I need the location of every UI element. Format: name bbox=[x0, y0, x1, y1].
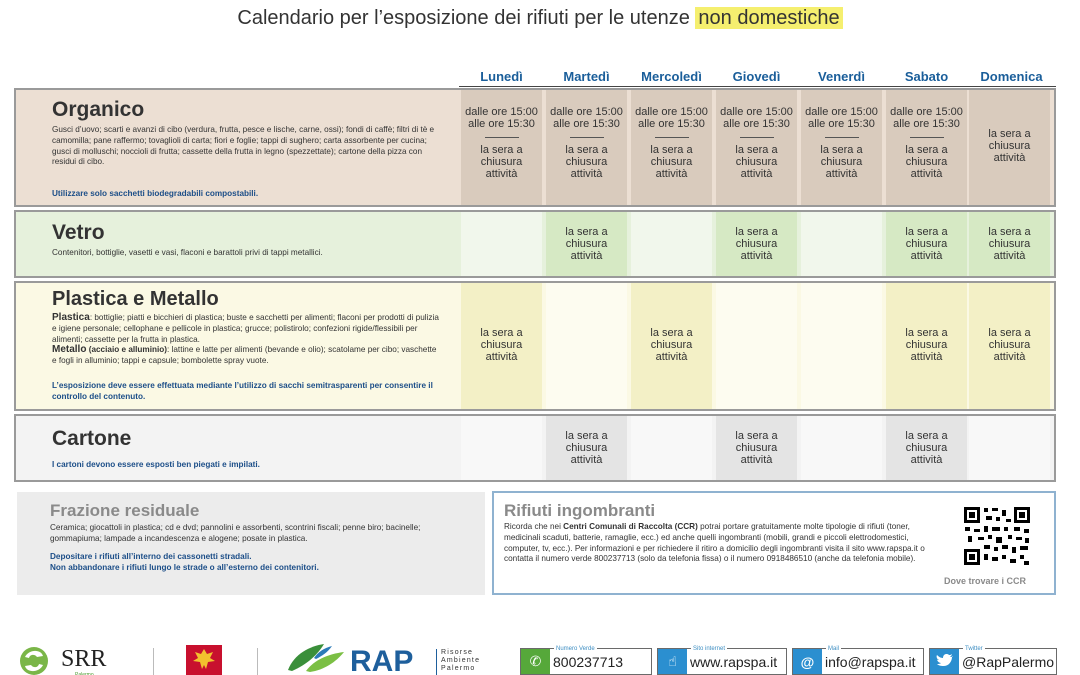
schedule-cell-venerdi bbox=[801, 212, 882, 276]
schedule-cell-domenica bbox=[969, 283, 1050, 409]
bulky-description bbox=[504, 522, 936, 565]
schedule-text: chiusura bbox=[905, 442, 948, 454]
rap-tag-1: Risorse bbox=[441, 649, 474, 656]
schedule-cell-domenica bbox=[969, 212, 1050, 276]
schedule-text: la sera a bbox=[650, 327, 693, 339]
twitter-label: Twitter bbox=[965, 646, 983, 652]
schedule-cell-venerdi bbox=[801, 416, 882, 480]
pointer-hand-icon: ☝ bbox=[658, 649, 687, 674]
schedule-text: la sera a bbox=[988, 128, 1031, 140]
day-header-sabato: Sabato bbox=[904, 69, 949, 84]
schedule-text: dalle ore 15:00 bbox=[805, 106, 878, 118]
website-url: www.rapspa.it bbox=[690, 653, 778, 670]
srr-logo[interactable] bbox=[17, 644, 127, 675]
schedule-text: attività bbox=[993, 152, 1026, 164]
schedule-cell-domenica bbox=[969, 416, 1050, 480]
rap-logo-tagline bbox=[441, 649, 480, 673]
twitter-contact[interactable] bbox=[929, 648, 1057, 675]
schedule-cell-giovedi bbox=[716, 416, 797, 480]
qr-code-icon[interactable] bbox=[962, 505, 1032, 567]
schedule-text: chiusura bbox=[905, 238, 948, 250]
schedule-text: attività bbox=[993, 351, 1026, 363]
schedule-text: chiusura bbox=[735, 442, 778, 454]
schedule-cell-giovedi bbox=[716, 90, 797, 205]
schedule-text: attività bbox=[740, 454, 773, 466]
schedule-cell-mercoledi bbox=[631, 212, 712, 276]
schedule-text: dalle ore 15:00 bbox=[890, 106, 963, 118]
schedule-cell-lunedi bbox=[461, 416, 542, 480]
schedule-text: attività bbox=[910, 454, 943, 466]
day-header-domenica: Domenica bbox=[980, 69, 1043, 84]
row-vetro bbox=[14, 210, 1056, 278]
bulky-text-bold: Centri Comunali di Raccolta (CCR) bbox=[563, 522, 698, 531]
schedule-cell-mercoledi bbox=[631, 416, 712, 480]
footer-divider bbox=[257, 648, 258, 675]
schedule-cell-domenica bbox=[969, 90, 1050, 205]
schedule-cell-martedi bbox=[546, 416, 627, 480]
schedule-text: attività bbox=[740, 250, 773, 262]
schedule-text: la sera a bbox=[905, 144, 948, 156]
schedule-text: dalle ore 15:00 bbox=[550, 106, 623, 118]
row-description: Contenitori, bottiglie, vasetti e vasi, flaconi e barattoli privi di tappi metallici. bbox=[52, 248, 323, 257]
plastica-label: Plastica bbox=[52, 312, 90, 323]
day-header-venerdi: Venerdì bbox=[818, 69, 865, 84]
leaf-icon bbox=[284, 640, 348, 675]
schedule-text: attività bbox=[655, 351, 688, 363]
row-title: Vetro bbox=[52, 221, 105, 244]
phone-label: Numero Verde bbox=[556, 646, 595, 652]
schedule-text: attività bbox=[655, 168, 688, 180]
schedule-text: attività bbox=[485, 351, 518, 363]
schedule-separator bbox=[485, 137, 519, 138]
schedule-text: attività bbox=[570, 250, 603, 262]
schedule-text: la sera a bbox=[565, 430, 608, 442]
schedule-cell-martedi bbox=[546, 283, 627, 409]
residual-note-2: Non abbandonare i rifiuti lungo le strade o all’esterno dei contenitori. bbox=[50, 562, 319, 572]
schedule-text: la sera a bbox=[650, 144, 693, 156]
rap-tag-3: Palermo bbox=[441, 665, 476, 672]
schedule-text: la sera a bbox=[480, 144, 523, 156]
schedule-cell-lunedi bbox=[461, 90, 542, 205]
schedule-text: chiusura bbox=[905, 339, 948, 351]
schedule-text: attività bbox=[825, 168, 858, 180]
phone-contact[interactable] bbox=[520, 648, 652, 675]
schedule-text: attività bbox=[910, 351, 943, 363]
twitter-bird-shape bbox=[936, 654, 954, 669]
schedule-text: chiusura bbox=[650, 156, 693, 168]
schedule-text: dalle ore 15:00 bbox=[635, 106, 708, 118]
bulky-text-a: Ricorda che nei bbox=[504, 522, 564, 531]
row-description: Gusci d’uovo; scarti e avanzi di cibo (verdura, frutta, pesce e lische, carne, ossi); fondi di caffè; filtri di tè e camomilla; pane raffermo; tovaglioli di carta; fiori e foglie; tappi di sughero; carta assorbente per cucina; gusci di molluschi; noccioli di frutta; cassette della frutta in legno (spezzettate); cartone della pizza con residui di cibo. bbox=[52, 125, 435, 167]
schedule-text: alle ore 15:30 bbox=[553, 118, 620, 130]
twitter-bird-icon bbox=[930, 649, 959, 674]
rap-logo[interactable] bbox=[284, 640, 504, 675]
bulky-title: Rifiuti ingombranti bbox=[504, 501, 656, 520]
row-note: L’esposizione deve essere effettuata mediante l’utilizzo di sacchi semitrasparenti per consentire il controllo del contenuto. bbox=[52, 381, 433, 401]
schedule-cell-mercoledi bbox=[631, 90, 712, 205]
metallo-sub: (acciaio e alluminio) bbox=[86, 345, 167, 355]
schedule-text: chiusura bbox=[650, 339, 693, 351]
header-divider bbox=[459, 86, 1056, 87]
schedule-text: la sera a bbox=[905, 226, 948, 238]
footer-divider bbox=[153, 648, 154, 675]
row-note: I cartoni devono essere esposti ben piegati e impilati. bbox=[52, 460, 260, 469]
schedule-text: la sera a bbox=[735, 430, 778, 442]
phone-icon: ✆ bbox=[521, 649, 550, 674]
schedule-text: chiusura bbox=[988, 140, 1031, 152]
residual-box bbox=[17, 492, 485, 595]
row-title: Organico bbox=[52, 98, 145, 121]
schedule-separator bbox=[740, 137, 774, 138]
subtitle bbox=[0, 7, 1080, 30]
schedule-cell-sabato bbox=[886, 90, 967, 205]
day-header-lunedi: Lunedì bbox=[480, 69, 523, 84]
schedule-cell-sabato bbox=[886, 212, 967, 276]
schedule-text: attività bbox=[910, 168, 943, 180]
schedule-text: la sera a bbox=[988, 226, 1031, 238]
schedule-text: chiusura bbox=[480, 156, 523, 168]
schedule-cell-martedi bbox=[546, 90, 627, 205]
row-title: Cartone bbox=[52, 427, 132, 450]
residual-note-1: Depositare i rifiuti all’interno dei cassonetti stradali. bbox=[50, 552, 252, 561]
row-note: Utilizzare solo sacchetti biodegradabili compostabili. bbox=[52, 189, 259, 198]
schedule-cell-lunedi bbox=[461, 283, 542, 409]
schedule-cell-venerdi bbox=[801, 90, 882, 205]
row-plastica-metallo bbox=[14, 281, 1056, 411]
qr-caption: Dove trovare i CCR bbox=[944, 576, 1027, 586]
schedule-cell-sabato bbox=[886, 416, 967, 480]
subtitle-text: Calendario per l’esposizione dei rifiuti per le utenze bbox=[237, 7, 696, 29]
footer bbox=[0, 640, 1080, 675]
at-sign-icon: @ bbox=[793, 649, 822, 674]
schedule-text: la sera a bbox=[735, 144, 778, 156]
city-crest-icon[interactable] bbox=[186, 645, 222, 675]
rap-logo-divider bbox=[436, 649, 437, 675]
schedule-text: la sera a bbox=[480, 327, 523, 339]
schedule-text: la sera a bbox=[565, 144, 608, 156]
schedule-text: attività bbox=[570, 454, 603, 466]
schedule-text: dalle ore 15:00 bbox=[720, 106, 793, 118]
mail-contact[interactable] bbox=[792, 648, 924, 675]
phone-number: 800237713 bbox=[553, 653, 624, 670]
schedule-text: alle ore 15:30 bbox=[638, 118, 705, 130]
schedule-separator bbox=[825, 137, 859, 138]
schedule-cell-venerdi bbox=[801, 283, 882, 409]
schedule-separator bbox=[910, 137, 944, 138]
schedule-text: attività bbox=[740, 168, 773, 180]
bulky-text-b: potrai portare gratuitamente molte tipologie di rifiuti (toner, medicinali scaduti, batterie, ramaglie, ecc.) ed anche quelli ingombranti (mobili, grandi e piccoli elettrodomestici, computer, tv, ecc.). Per informazioni e per richiedere il ritiro a domicilio degli ingombranti visita il sito www.rapspa.it o contatta il numero verde 800237713 (solo da telefonia fissa) o il numero 0918486510 (anche da telefonia mobile). bbox=[504, 522, 925, 564]
schedule-text: la sera a bbox=[820, 144, 863, 156]
row-title: Plastica e Metallo bbox=[52, 288, 219, 310]
schedule-text: chiusura bbox=[988, 238, 1031, 250]
schedule-text: la sera a bbox=[565, 226, 608, 238]
mail-label: Mail bbox=[828, 646, 840, 652]
day-header-mercoledi: Mercoledì bbox=[641, 69, 702, 84]
schedule-text: alle ore 15:30 bbox=[893, 118, 960, 130]
plastica-text: : bottiglie; piatti e bicchieri di plastica; buste e sacchetti per alimenti; flaconi per prodotti di pulizia e igiene personale; cellophane e pellicole in plastica; grucce; polistirolo; confezioni rigide/flessibili per alimenti; cassette per la frutta in plastica. bbox=[52, 313, 439, 344]
twitter-handle: @RapPalermo bbox=[962, 653, 1055, 670]
mail-address: info@rapspa.it bbox=[825, 653, 916, 670]
day-headers bbox=[459, 69, 1056, 85]
srr-logo-text: SRR bbox=[61, 646, 107, 672]
website-label: Sito internet bbox=[693, 646, 726, 652]
rap-logo-text: RAP bbox=[350, 645, 414, 675]
schedule-text: attività bbox=[570, 168, 603, 180]
row-cartone bbox=[14, 414, 1056, 482]
bulky-box bbox=[492, 491, 1056, 595]
row-description bbox=[52, 313, 442, 367]
schedule-text: alle ore 15:30 bbox=[468, 118, 535, 130]
residual-description: Ceramica; giocattoli in plastica; cd e dvd; pannolini e assorbenti, scontrini fiscali; penne biro; bacinelle; gommapiuma; lampade a incandescenza e alogene; posate in plastica. bbox=[50, 523, 421, 543]
schedule-cell-giovedi bbox=[716, 212, 797, 276]
schedule-text: chiusura bbox=[820, 156, 863, 168]
schedule-text: la sera a bbox=[988, 327, 1031, 339]
schedule-cell-lunedi bbox=[461, 212, 542, 276]
schedule-cell-giovedi bbox=[716, 283, 797, 409]
schedule-text: chiusura bbox=[988, 339, 1031, 351]
residual-note bbox=[50, 552, 470, 574]
srr-logo-icon bbox=[17, 644, 51, 675]
metallo-label: Metallo bbox=[52, 344, 87, 356]
schedule-cell-sabato bbox=[886, 283, 967, 409]
schedule-text: chiusura bbox=[480, 339, 523, 351]
schedule-text: chiusura bbox=[905, 156, 948, 168]
schedule-text: chiusura bbox=[565, 238, 608, 250]
schedule-text: la sera a bbox=[735, 226, 778, 238]
schedule-separator bbox=[655, 137, 689, 138]
schedule-text: chiusura bbox=[565, 156, 608, 168]
day-header-giovedi: Giovedì bbox=[732, 69, 781, 84]
residual-title: Frazione residuale bbox=[50, 501, 200, 520]
row-organico bbox=[14, 88, 1056, 207]
schedule-text: attività bbox=[993, 250, 1026, 262]
schedule-text: attività bbox=[910, 250, 943, 262]
schedule-text: attività bbox=[485, 168, 518, 180]
rap-tag-2: Ambiente bbox=[441, 657, 481, 664]
schedule-cell-mercoledi bbox=[631, 283, 712, 409]
day-header-martedi: Martedì bbox=[563, 69, 610, 84]
schedule-text: chiusura bbox=[565, 442, 608, 454]
schedule-text: la sera a bbox=[905, 327, 948, 339]
metallo-text: : lattine e latte per alimenti (bevande e olio); scatolame per cibo; vaschette e fogli in alluminio; tappi e capsule; bombolette spray vuote. bbox=[52, 345, 437, 366]
schedule-text: chiusura bbox=[735, 156, 778, 168]
schedule-text: dalle ore 15:00 bbox=[465, 106, 538, 118]
website-contact[interactable] bbox=[657, 648, 787, 675]
schedule-text: alle ore 15:30 bbox=[723, 118, 790, 130]
srr-logo-sub: Palermo bbox=[75, 672, 94, 675]
schedule-text: chiusura bbox=[735, 238, 778, 250]
subtitle-highlight: non domestiche bbox=[695, 7, 842, 29]
schedule-text: la sera a bbox=[905, 430, 948, 442]
schedule-separator bbox=[570, 137, 604, 138]
schedule-text: alle ore 15:30 bbox=[808, 118, 875, 130]
eagle-icon bbox=[186, 645, 222, 675]
schedule-cell-martedi bbox=[546, 212, 627, 276]
